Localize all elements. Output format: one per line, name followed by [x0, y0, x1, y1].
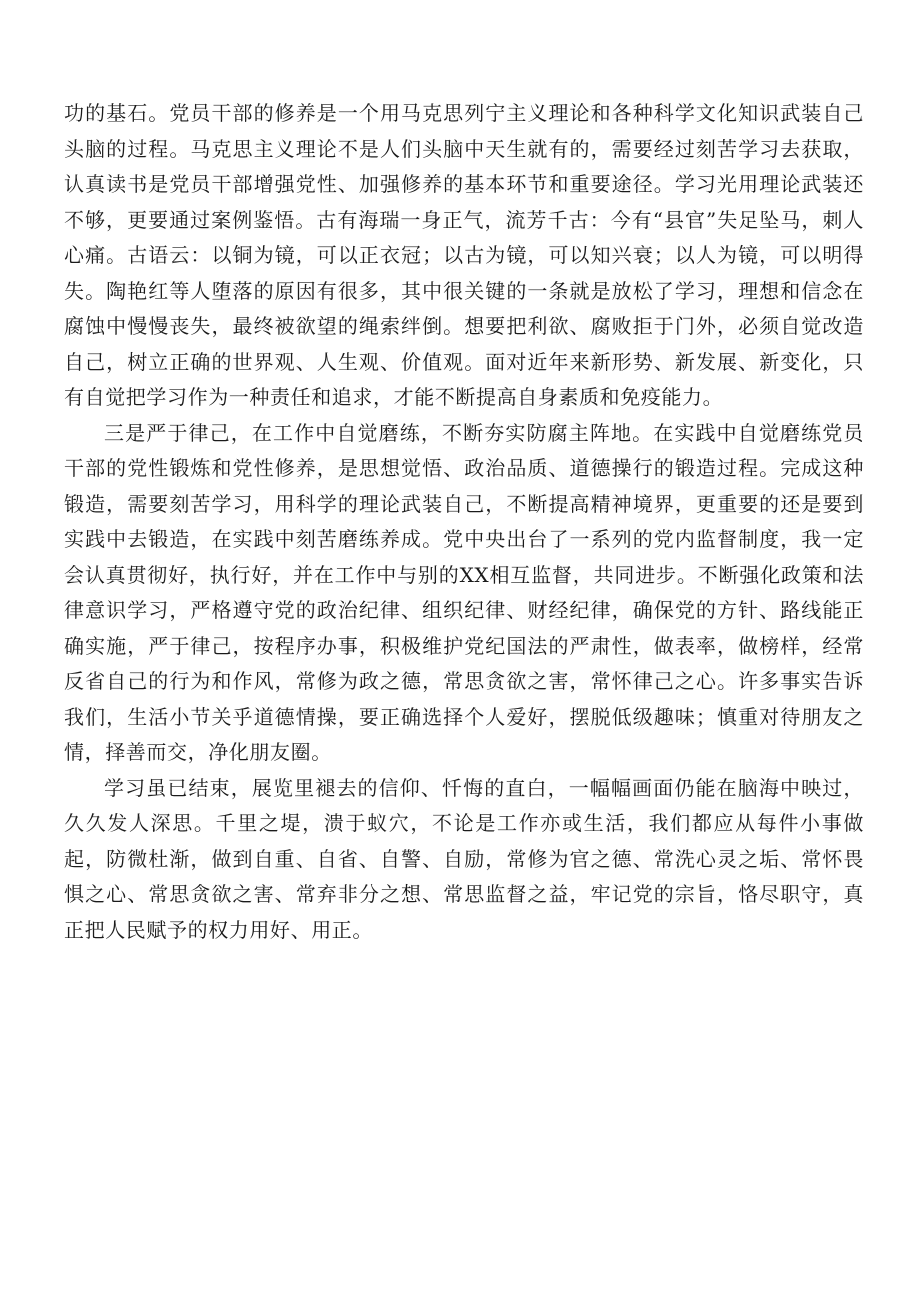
paragraph-strict-self-discipline: 三是严于律己，在工作中自觉磨练，不断夯实防腐主阵地。在实践中自觉磨练党员干部的党性锻炼和党性修养，是思想觉悟、政治品质、道德操行的锻造过程。完成这种锻造，需要刻苦学习，用科学的理论武装自己，不断提高精神境界，更重要的还是要到实践中去锻造，在实践中刻苦磨练养成。党中央出台了一系列的党内监督制度，我一定会认真贯彻好，执行好，并在工作中与别的XX相互监督，共同进步。不断强化政策和法律意识学习，严格遵守党的政治纪律、组织纪律、财经纪律，确保党的方针、路线能正确实施，严于律己，按程序办事，积极维护党纪国法的严肃性，做表率，做榜样，经常反省自己的行为和作风，常修为政之德，常思贪欲之害，常怀律己之心。许多事实告诉我们，生活小节关乎道德情操，要正确选择个人爱好，摆脱低级趣味；慎重对待朋友之情，择善而交，净化朋友圈。 — [64, 420, 864, 764]
document-body — [64, 96, 864, 948]
paragraph-conclusion: 学习虽已结束，展览里褪去的信仰、忏悔的直白，一幅幅画面仍能在脑海中映过，久久发人深思。千里之堤，溃于蚁穴，不论是工作亦或生活，我们都应从每件小事做起，防微杜渐，做到自重、自省、自警、自励，常修为官之德、常洗心灵之垢、常怀畏惧之心、常思贪欲之害、常弃非分之想、常思监督之益，牢记党的宗旨，恪尽职守，真正把人民赋予的权力用好、用正。 — [64, 775, 864, 942]
paragraph-continuation: 功的基石。党员干部的修养是一个用马克思列宁主义理论和各种科学文化知识武装自己头脑的过程。马克思主义理论不是人们头脑中天生就有的，需要经过刻苦学习去获取，认真读书是党员干部增强党性、加强修养的基本环节和重要途径。学习光用理论武装还不够，更要通过案例鉴悟。古有海瑞一身正气，流芳千古：今有“县官”失足坠马，刺人心痛。古语云：以铜为镜，可以正衣冠；以古为镜，可以知兴衰；以人为镜，可以明得失。陶艳红等人堕落的原因有很多，其中很关键的一条就是放松了学习，理想和信念在腐蚀中慢慢丧失，最终被欲望的绳索绊倒。想要把利欲、腐败拒于门外，必须自觉改造自己，树立正确的世界观、人生观、价值观。面对近年来新形势、新发展、新变化，只有自觉把学习作为一种责任和追求，才能不断提高自身素质和免疫能力。 — [64, 101, 864, 409]
